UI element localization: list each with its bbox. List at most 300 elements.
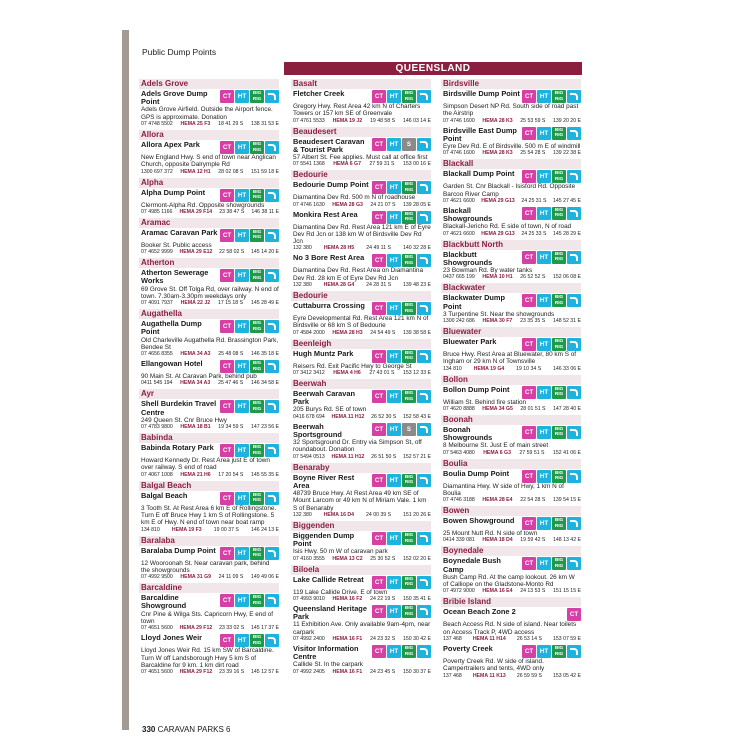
listing-description: William St. Behind fire station	[443, 398, 527, 406]
listing-entry	[139, 188, 279, 217]
listing-entry	[441, 516, 581, 545]
page-number: 330	[142, 725, 156, 734]
phone-number: 07 4746 1600	[443, 117, 475, 124]
ct-icon: CT	[372, 390, 386, 403]
water-tap-icon	[417, 302, 431, 315]
facility-icons	[372, 390, 431, 403]
ht-icon: HT	[387, 474, 401, 487]
town-header: Blackall	[441, 159, 581, 169]
facility-icons	[522, 251, 581, 264]
ht-icon: HT	[387, 350, 401, 363]
latitude: 17 20 54 S	[218, 471, 244, 478]
water-tap-icon	[417, 605, 431, 618]
ht-icon: HT	[235, 141, 249, 154]
facility-icons	[372, 90, 431, 103]
listing-header	[293, 350, 431, 363]
ht-icon: HT	[387, 181, 401, 194]
ht-icon: HT	[537, 251, 551, 264]
facility-icons	[220, 400, 279, 413]
phone-number: 07 4651 5600	[141, 625, 173, 632]
guide-page	[139, 30, 593, 735]
town-header: Birdsville	[441, 79, 581, 89]
water-tap-icon	[417, 423, 431, 436]
listing-meta	[443, 450, 581, 457]
ht-icon: HT	[235, 269, 249, 282]
phone-number: 07 4621 6600	[443, 197, 475, 204]
listing-description: 249 Queen St. Cnr Bruce Hwy	[141, 416, 227, 424]
facility-icons	[522, 207, 581, 220]
ct-icon: CT	[220, 320, 234, 333]
town-header: Bluewater	[441, 327, 581, 337]
listing-name: Babinda Rotary Park	[141, 443, 214, 453]
ht-icon: HT	[235, 360, 249, 373]
phone-number: 07 4748 5502	[141, 121, 173, 127]
listing-header	[141, 360, 279, 373]
ht-icon: HT	[235, 189, 249, 202]
latitude: 22 54 28 S	[520, 497, 546, 504]
listing-description: Bruce Hwy. Rest Area at Bluewater, 80 km S of Ingham or 29 km N of Townsville	[443, 351, 577, 366]
listing-description: Beach Access Rd. N side of island. Near toilets on Access Track P, 4WD access	[443, 621, 577, 636]
listing-meta	[293, 282, 431, 289]
listing-name: Shell Burdekin Travel Centre	[141, 399, 217, 417]
phone-number: 07 4783 9800	[141, 424, 173, 431]
big-rig-icon: BIG RIG	[250, 320, 264, 333]
facility-icons	[220, 444, 279, 457]
town-header: Beerwah	[291, 379, 431, 389]
listing-description: Eyre Dev Rd. E of Birdsville. 500 m E of windmill	[443, 143, 581, 150]
ht-icon: HT	[387, 90, 401, 103]
ht-icon: HT	[235, 444, 249, 457]
ct-icon: CT	[522, 645, 536, 658]
town-header: Bollon	[441, 375, 581, 385]
listing-header	[443, 90, 581, 103]
water-tap-icon	[417, 350, 431, 363]
listing-entry	[139, 443, 279, 480]
latitude: 24 11 09 S	[218, 574, 244, 581]
water-tap-icon	[417, 532, 431, 545]
town-header: Boynedale	[441, 546, 581, 556]
listing-meta	[141, 380, 279, 387]
listing-description: Blackall-Jericho Rd. E side of town, N of road	[443, 223, 572, 231]
listing-description: Howard Kennedy Dr. Rest Area just E of town over railway. S end of road	[141, 457, 270, 472]
water-tap-icon	[265, 141, 279, 154]
listing-entry	[441, 126, 581, 159]
hema-ref: HEMA 6 G3	[483, 449, 511, 456]
listing-meta	[141, 169, 279, 176]
longitude: 150 30 37 E	[402, 668, 431, 675]
listing-name: Alpha Dump Point	[141, 187, 206, 197]
phone-number: 07 4656 8355	[141, 351, 173, 358]
listing-description: 8 Melbourne St. Just E of main street	[443, 442, 549, 450]
latitude: 24 23 32 S	[370, 635, 396, 642]
longitude: 146 03 14 E	[402, 117, 431, 124]
hema-ref: HEMA 4 H6	[333, 369, 361, 376]
latitude: 24 54 49 S	[370, 329, 396, 336]
phone-number: 137 468	[443, 672, 462, 679]
listing-name: Bluewater Park	[443, 337, 497, 346]
town-header: Blackwater	[441, 283, 581, 293]
ht-icon: HT	[235, 320, 249, 333]
facility-icons	[372, 138, 431, 151]
water-tap-icon	[567, 470, 581, 483]
water-tap-icon	[567, 645, 581, 658]
hema-ref: HEMA 28 G4	[323, 282, 355, 289]
latitude: 28 02 08 S	[218, 168, 244, 175]
facility-icons	[522, 470, 581, 483]
listing-header	[293, 254, 431, 267]
listing-entry	[441, 293, 581, 326]
hema-ref: HEMA 30 F7	[482, 318, 513, 324]
listing-entry	[291, 473, 431, 520]
ct-icon: CT	[522, 426, 536, 439]
phone-number: 07 4652 9999	[141, 249, 173, 256]
facility-icons	[220, 634, 279, 647]
phone-number: 07 4993 9010	[293, 595, 325, 602]
facility-icons	[220, 90, 279, 103]
listing-header	[141, 444, 279, 457]
facility-icons	[220, 360, 279, 373]
facility-icons	[220, 229, 279, 242]
big-rig-icon: BIG RIG	[250, 269, 264, 282]
ht-icon: HT	[235, 594, 249, 607]
listing-header	[443, 608, 581, 621]
ct-icon: CT	[372, 90, 386, 103]
listing-name: Blackwater Dump Point	[443, 293, 506, 311]
phone-number: 134 810	[443, 365, 462, 372]
hema-ref: HEMA 28 G3	[332, 201, 363, 208]
water-tap-icon	[265, 189, 279, 202]
ht-icon: HT	[235, 400, 249, 413]
listing-description: Diamantina Dev Rd. 500 m N of roadhouse	[293, 194, 416, 202]
water-tap-icon	[567, 386, 581, 399]
longitude: 147 28 40 E	[553, 405, 581, 412]
hema-ref: HEMA 12 H1	[180, 168, 211, 175]
listing-description: Gregory Hwy. Rest Area 42 km N of Charters Towers or 157 km SE of Greenvale	[293, 103, 421, 118]
latitude: 25 53 59 S	[520, 117, 546, 124]
listing-entry	[139, 228, 279, 257]
big-rig-icon: BIG RIG	[402, 390, 416, 403]
hema-ref: HEMA 11 H12	[331, 453, 365, 460]
listing-header	[293, 211, 431, 224]
facility-icons	[522, 517, 581, 530]
ct-icon: CT	[220, 492, 234, 505]
longitude: 148 52 31 E	[552, 318, 581, 324]
longitude: 146 33 06 E	[553, 365, 581, 372]
listing-entry	[139, 399, 279, 432]
phone-number: 0416 678 694	[293, 413, 325, 420]
phone-number: 07 4972 9000	[443, 588, 475, 595]
hema-ref: HEMA 16 F1	[332, 635, 363, 642]
listing-description: 32 Sportsground Dr. Entry via Simpson St, off roundabout. Donation	[293, 439, 422, 454]
water-tap-icon	[265, 320, 279, 333]
listing-description: Isis Hwy. 50 m W of caravan park	[293, 548, 388, 556]
big-rig-icon: BIG RIG	[552, 426, 566, 439]
ct-icon: CT	[522, 170, 536, 183]
listing-header	[293, 576, 431, 589]
town-header: Bowen	[441, 506, 581, 516]
ht-icon: HT	[537, 294, 551, 307]
page-footer	[142, 725, 231, 734]
longitude: 153 05 42 E	[552, 672, 581, 679]
listing-name: Ellangowan Hotel	[141, 359, 203, 369]
phone-number: 07 5463 4080	[443, 449, 475, 456]
hema-ref: HEMA 29 F12	[179, 625, 213, 632]
listing-meta	[443, 406, 581, 413]
listing-description: Diamantina Dev Rd. Rest Area on Diamantina Dev Rd. 28 km E of Eyre Dev Rd Jcn	[293, 267, 424, 282]
latitude: 23 35 35 S	[520, 318, 546, 324]
ct-icon: CT	[372, 474, 386, 487]
facility-icons	[220, 141, 279, 154]
listing-header	[443, 294, 581, 310]
listing-description: Cnr Pine & Wilga Sts. Capricorn Hwy, E end of town	[141, 610, 274, 625]
water-tap-icon	[265, 400, 279, 413]
listing-description: Poverty Creek Rd. W side of island. Campertrailers and tents, 4WD only	[443, 658, 545, 673]
longitude: 139 20 20 E	[553, 117, 581, 124]
latitude: 19 10 34 S	[516, 365, 542, 372]
ht-icon: HT	[537, 127, 551, 140]
listing-header	[293, 390, 431, 406]
latitude: 25 30 52 S	[370, 555, 396, 562]
listing-description: Simpson Desert NP Rd. South side of road past the Airstrip	[443, 103, 579, 118]
listing-entry	[291, 210, 431, 254]
listing-name: Biggenden Dump Point	[293, 530, 355, 549]
listing-header	[141, 594, 279, 610]
listing-description: Callide St. In the carpark	[293, 661, 363, 669]
big-rig-icon: BIG RIG	[552, 645, 566, 658]
water-tap-icon	[265, 90, 279, 103]
ht-icon: HT	[235, 492, 249, 505]
listing-entry	[139, 359, 279, 388]
listing-header	[443, 645, 581, 658]
listing-name: Fletcher Creek	[293, 89, 345, 98]
listing-description: Garden St. Cnr Blackall - Isisford Rd. Opposite Barcoo River Camp	[443, 183, 576, 198]
longitude: 145 28 29 E	[552, 230, 581, 237]
ht-icon: HT	[537, 90, 551, 103]
ct-icon: CT	[372, 576, 386, 589]
listing-header	[141, 229, 279, 242]
listing-name: Birdsville Dump Point	[443, 89, 520, 98]
hema-ref: HEMA 19 J2	[332, 117, 363, 124]
hema-ref: HEMA 28 H5	[323, 245, 355, 252]
ct-icon: CT	[220, 269, 234, 282]
listing-meta	[141, 121, 279, 128]
phone-number: 137 468	[443, 636, 462, 643]
water-tap-icon	[567, 251, 581, 264]
longitude: 139 54 15 E	[553, 497, 581, 504]
hema-ref: HEMA 22 J2	[180, 300, 211, 307]
phone-number: 132 380	[293, 245, 312, 252]
hema-ref: HEMA 21 H6	[180, 471, 211, 478]
ct-icon: CT	[522, 251, 536, 264]
hema-ref: HEMA 25 F3	[180, 121, 211, 127]
latitude: 24 49 11 S	[366, 245, 391, 252]
listing-header	[443, 127, 581, 143]
listing-meta	[293, 636, 431, 643]
phone-number: 07 4091 7937	[141, 300, 173, 307]
ht-icon: HT	[387, 645, 401, 658]
listing-name: Boynedale Bush Camp	[443, 556, 501, 574]
ht-icon: HT	[537, 557, 551, 570]
hema-ref: HEMA 28 E4	[482, 497, 513, 504]
listing-meta	[443, 537, 581, 544]
water-tap-icon	[417, 645, 431, 658]
ct-icon: CT	[522, 557, 536, 570]
ct-icon: CT	[372, 254, 386, 267]
ct-icon: CT	[220, 90, 234, 103]
hema-ref: HEMA 29 G13	[481, 230, 515, 237]
listing-header	[141, 400, 279, 416]
latitude: 23 33 02 S	[219, 625, 245, 632]
listing-meta	[443, 274, 581, 281]
phone-number: 07 4985 1166	[141, 208, 173, 215]
big-rig-icon: BIG RIG	[552, 470, 566, 483]
listing-header	[293, 90, 431, 103]
listing-meta	[141, 625, 279, 632]
facility-icons	[220, 320, 279, 333]
listing-name: Aramac Caravan Park	[141, 227, 218, 237]
latitude: 25 48 08 S	[218, 351, 244, 358]
listing-header	[443, 338, 581, 351]
ht-icon: HT	[537, 470, 551, 483]
listing-entry	[139, 268, 279, 308]
water-tap-icon	[265, 492, 279, 505]
phone-number: 07 4651 5600	[141, 669, 173, 676]
hema-ref: HEMA 28 H3	[332, 329, 363, 336]
town-header: Beenleigh	[291, 339, 431, 349]
town-header: Allora	[139, 130, 279, 140]
longitude: 140 32 28 E	[403, 245, 431, 252]
ht-icon: HT	[387, 532, 401, 545]
big-rig-icon: BIG RIG	[402, 302, 416, 315]
listing-name: Lake Callide Retreat	[293, 574, 364, 584]
listing-name: Hugh Muntz Park	[293, 348, 354, 358]
phone-number: 07 4992 9500	[141, 574, 173, 581]
facility-icons	[522, 386, 581, 399]
longitude: 145 28 49 E	[250, 300, 279, 307]
listing-meta	[443, 231, 581, 238]
ct-icon: CT	[220, 141, 234, 154]
town-header: Boulia	[441, 459, 581, 469]
water-tap-icon	[567, 338, 581, 351]
water-tap-icon	[567, 426, 581, 439]
longitude: 152 02 20 E	[403, 555, 431, 562]
hema-ref: HEMA 19 G4	[473, 365, 505, 372]
water-tap-icon	[265, 229, 279, 242]
facility-icons	[220, 269, 279, 282]
water-tap-icon	[265, 269, 279, 282]
longitude: 151 20 26 E	[403, 511, 431, 518]
listing-description: 11 Exhibition Ave. Only available 9am-4pm, near carpark	[293, 621, 431, 636]
longitude: 152 06 08 E	[553, 274, 581, 281]
facility-icons	[522, 127, 581, 140]
hema-ref: HEMA 34 G5	[482, 405, 513, 412]
hema-ref: HEMA 29 F12	[179, 669, 213, 676]
water-tap-icon	[265, 594, 279, 607]
town-header: Blackbutt North	[441, 240, 581, 250]
big-rig-icon: BIG RIG	[402, 90, 416, 103]
listing-description: Eyre Developmental Rd. Rest Area 121 km N of Birdsville or 68 km S of Bedourie	[293, 315, 429, 330]
listing-meta	[141, 669, 279, 676]
listing-name: Blackall Dump Point	[443, 169, 515, 179]
hema-ref: HEMA 6 G7	[333, 161, 361, 168]
longitude: 139 48 23 E	[403, 282, 431, 289]
longitude: 145 17 37 E	[251, 625, 279, 632]
listing-meta	[141, 351, 279, 358]
hema-ref: HEMA 34 A3	[180, 380, 211, 387]
big-rig-icon: BIG RIG	[552, 294, 566, 307]
longitude: 146 35 18 E	[250, 351, 279, 358]
big-rig-icon: BIG RIG	[402, 211, 416, 224]
longitude: 146 38 11 E	[251, 208, 279, 215]
listing-name: Beaudesert Caravan & Tourist Park	[293, 136, 365, 154]
listing-meta	[293, 118, 431, 125]
listing-entry	[291, 89, 431, 126]
listing-meta	[443, 673, 581, 680]
ht-icon: HT	[537, 170, 551, 183]
hema-ref: HEMA 16 F2	[332, 595, 363, 602]
listing-description: Old Charleville Augathella Rd. Brassington Park, Bendee St	[141, 336, 279, 351]
listing-entry	[441, 644, 581, 681]
phone-number: 134 810	[141, 526, 160, 533]
latitude: 24 00 39 S	[365, 511, 392, 518]
water-tap-icon	[265, 547, 279, 560]
listing-meta	[293, 202, 431, 209]
listing-description: Reisers Rd. Exit Pacific Hwy to George St	[293, 362, 412, 370]
listing-name: Queensland Heritage Park	[293, 603, 367, 622]
listing-entry	[139, 593, 279, 633]
listing-description: Lloyd Jones Weir Rd. 15 km SW of Barcaldine. Turn W off Landsborough Hwy 5 km S of Barcaldine for 9 km. 1 km dirt road	[141, 647, 274, 669]
latitude: 26 59 59 S	[516, 672, 542, 679]
longitude: 153 00 16 E	[402, 161, 431, 168]
facility-icons	[372, 302, 431, 315]
listing-meta	[443, 588, 581, 595]
hema-ref: HEMA 11 H12	[331, 413, 365, 420]
water-tap-icon	[417, 138, 431, 151]
hema-ref: HEMA 31 G9	[180, 574, 212, 581]
ct-icon: CT	[372, 645, 386, 658]
ht-icon: HT	[537, 517, 551, 530]
longitude: 139 22 38 E	[553, 150, 581, 157]
longitude: 138 31 53 E	[250, 121, 279, 127]
facility-icons	[567, 608, 581, 621]
latitude: 24 25 33 S	[521, 230, 547, 237]
latitude: 19 48 58 S	[370, 117, 396, 124]
latitude: 19 00 37 S	[213, 526, 239, 533]
listing-description: Booker St. Public access	[141, 241, 212, 249]
ct-icon: CT	[567, 608, 581, 621]
ht-icon: HT	[387, 138, 401, 151]
listing-header	[293, 645, 431, 661]
big-rig-icon: BIG RIG	[402, 605, 416, 618]
facility-icons	[372, 576, 431, 589]
listing-header	[141, 90, 279, 106]
listing-entry	[441, 337, 581, 374]
listing-meta	[443, 636, 581, 643]
longitude: 145 12 57 E	[251, 669, 279, 676]
town-header: Bribie Island	[441, 597, 581, 607]
listing-name: Cuttaburra Crossing	[293, 301, 365, 311]
town-header: Beaudesert	[291, 127, 431, 137]
longitude: 139 28 05 E	[403, 201, 431, 208]
phone-number: 0414 339 081	[443, 537, 475, 544]
listing-meta	[443, 118, 581, 125]
listing-header	[141, 634, 279, 647]
listing-entry	[291, 644, 431, 677]
hema-ref: HEMA 16 F1	[332, 668, 363, 675]
town-header: Balgal Beach	[139, 481, 279, 491]
water-tap-icon	[417, 211, 431, 224]
ct-icon: CT	[522, 90, 536, 103]
